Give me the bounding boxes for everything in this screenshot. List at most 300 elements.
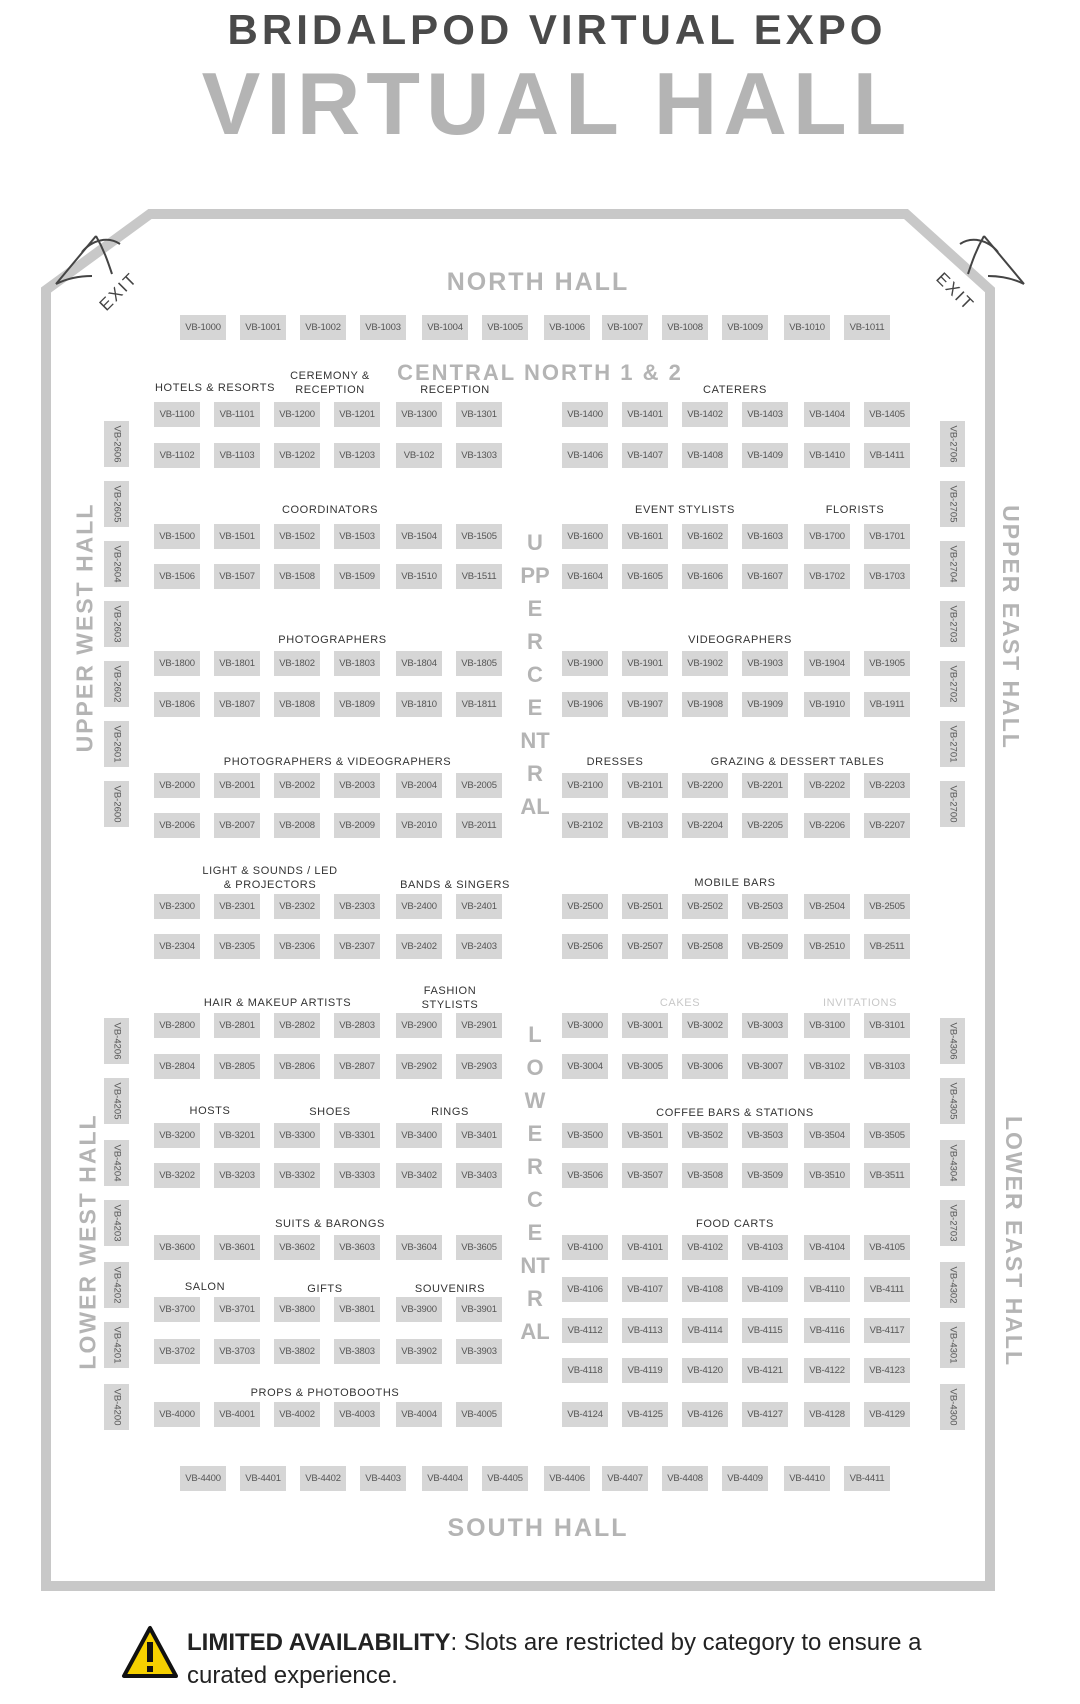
booth[interactable]: VB-1002 bbox=[300, 315, 346, 340]
booth[interactable]: VB-4117 bbox=[864, 1318, 910, 1343]
booth[interactable]: VB-1606 bbox=[682, 564, 728, 589]
booth[interactable]: VB-4125 bbox=[622, 1402, 668, 1427]
side-booth[interactable] bbox=[940, 781, 965, 827]
booth[interactable]: VB-2304 bbox=[154, 934, 200, 959]
booth[interactable]: VB-4104 bbox=[804, 1235, 850, 1260]
booth[interactable]: VB-1401 bbox=[622, 402, 668, 427]
booth[interactable]: VB-1805 bbox=[456, 651, 502, 676]
booth[interactable]: VB-3400 bbox=[396, 1123, 442, 1148]
booth[interactable]: VB-1500 bbox=[154, 524, 200, 549]
booth[interactable]: VB-1605 bbox=[622, 564, 668, 589]
booth[interactable]: VB-1501 bbox=[214, 524, 260, 549]
booth[interactable]: VB-2207 bbox=[864, 813, 910, 838]
booth[interactable]: VB-1402 bbox=[682, 402, 728, 427]
booth[interactable]: VB-3303 bbox=[334, 1163, 380, 1188]
booth[interactable]: VB-3501 bbox=[622, 1123, 668, 1148]
side-booth[interactable] bbox=[104, 1018, 129, 1064]
booth[interactable]: VB-1900 bbox=[562, 651, 608, 676]
booth[interactable]: VB-3506 bbox=[562, 1163, 608, 1188]
booth[interactable]: VB-2008 bbox=[274, 813, 320, 838]
booth[interactable]: VB-3002 bbox=[682, 1013, 728, 1038]
booth[interactable]: VB-1301 bbox=[456, 402, 502, 427]
booth[interactable]: VB-1904 bbox=[804, 651, 850, 676]
booth[interactable]: VB-3504 bbox=[804, 1123, 850, 1148]
booth[interactable]: VB-4406 bbox=[544, 1466, 590, 1491]
booth[interactable]: VB-3102 bbox=[804, 1054, 850, 1079]
booth[interactable]: VB-3700 bbox=[154, 1297, 200, 1322]
booth[interactable]: VB-1811 bbox=[456, 692, 502, 717]
side-booth[interactable] bbox=[940, 1262, 965, 1308]
booth[interactable]: VB-4124 bbox=[562, 1402, 608, 1427]
category-label: PHOTOGRAPHERS bbox=[278, 634, 387, 646]
booth[interactable]: VB-2009 bbox=[334, 813, 380, 838]
booth[interactable]: VB-2800 bbox=[154, 1013, 200, 1038]
booth[interactable]: VB-1909 bbox=[742, 692, 788, 717]
side-booth[interactable] bbox=[940, 661, 965, 707]
booth[interactable]: VB-2511 bbox=[864, 934, 910, 959]
booth[interactable]: VB-2801 bbox=[214, 1013, 260, 1038]
booth[interactable]: VB-1703 bbox=[864, 564, 910, 589]
booth[interactable]: VB-1601 bbox=[622, 524, 668, 549]
booth[interactable]: VB-3000 bbox=[562, 1013, 608, 1038]
booth[interactable]: VB-4115 bbox=[742, 1318, 788, 1343]
booth[interactable]: VB-1102 bbox=[154, 443, 200, 468]
side-booth-label: VB-2704 bbox=[947, 545, 958, 583]
booth[interactable]: VB-1004 bbox=[422, 315, 468, 340]
booth[interactable]: VB-3511 bbox=[864, 1163, 910, 1188]
booth[interactable]: VB-2508 bbox=[682, 934, 728, 959]
booth[interactable]: VB-2505 bbox=[864, 894, 910, 919]
booth[interactable]: VB-3509 bbox=[742, 1163, 788, 1188]
category-label: MOBILE BARS bbox=[694, 877, 776, 889]
booth[interactable]: VB-2006 bbox=[154, 813, 200, 838]
booth[interactable]: VB-3202 bbox=[154, 1163, 200, 1188]
booth[interactable]: VB-2206 bbox=[804, 813, 850, 838]
booth[interactable]: VB-1006 bbox=[544, 315, 590, 340]
booth[interactable]: VB-1005 bbox=[482, 315, 528, 340]
booth[interactable]: VB-3600 bbox=[154, 1235, 200, 1260]
booth[interactable]: VB-4120 bbox=[682, 1358, 728, 1383]
booth[interactable]: VB-3004 bbox=[562, 1054, 608, 1079]
booth[interactable]: VB-1000 bbox=[180, 315, 226, 340]
side-booth[interactable] bbox=[940, 721, 965, 767]
booth[interactable]: VB-1804 bbox=[396, 651, 442, 676]
booth[interactable]: VB-4002 bbox=[274, 1402, 320, 1427]
booth[interactable]: VB-3901 bbox=[456, 1297, 502, 1322]
side-booth[interactable] bbox=[104, 1200, 129, 1246]
booth[interactable]: VB-2302 bbox=[274, 894, 320, 919]
booth[interactable]: VB-1507 bbox=[214, 564, 260, 589]
booth[interactable]: VB-2401 bbox=[456, 894, 502, 919]
booth[interactable]: VB-1911 bbox=[864, 692, 910, 717]
booth[interactable]: VB-3702 bbox=[154, 1339, 200, 1364]
category-label: VIDEOGRAPHERS bbox=[688, 634, 792, 646]
booth[interactable]: VB-3100 bbox=[804, 1013, 850, 1038]
booth[interactable]: VB-2100 bbox=[562, 773, 608, 798]
booth[interactable]: VB-1407 bbox=[622, 443, 668, 468]
booth[interactable]: VB-1905 bbox=[864, 651, 910, 676]
booth[interactable]: VB-4407 bbox=[602, 1466, 648, 1491]
booth[interactable]: VB-4000 bbox=[154, 1402, 200, 1427]
booth[interactable]: VB-2003 bbox=[334, 773, 380, 798]
booth[interactable]: VB-2803 bbox=[334, 1013, 380, 1038]
side-booth[interactable] bbox=[940, 1200, 965, 1246]
booth[interactable]: VB-4001 bbox=[214, 1402, 260, 1427]
booth[interactable]: VB-4119 bbox=[622, 1358, 668, 1383]
booth[interactable]: VB-2011 bbox=[456, 813, 502, 838]
booth[interactable]: VB-3803 bbox=[334, 1339, 380, 1364]
booth[interactable]: VB-2504 bbox=[804, 894, 850, 919]
booth[interactable]: VB-2503 bbox=[742, 894, 788, 919]
booth[interactable]: VB-3602 bbox=[274, 1235, 320, 1260]
booth[interactable]: VB-2901 bbox=[456, 1013, 502, 1038]
booth[interactable]: VB-3302 bbox=[274, 1163, 320, 1188]
booth[interactable]: VB-1902 bbox=[682, 651, 728, 676]
booth[interactable]: VB-3201 bbox=[214, 1123, 260, 1148]
booth[interactable]: VB-1800 bbox=[154, 651, 200, 676]
booth[interactable]: VB-2200 bbox=[682, 773, 728, 798]
booth[interactable]: VB-3101 bbox=[864, 1013, 910, 1038]
side-booth[interactable] bbox=[940, 1140, 965, 1186]
booth[interactable]: VB-2509 bbox=[742, 934, 788, 959]
booth[interactable]: VB-4005 bbox=[456, 1402, 502, 1427]
booth[interactable]: VB-4122 bbox=[804, 1358, 850, 1383]
booth[interactable]: VB-1404 bbox=[804, 402, 850, 427]
booth[interactable]: VB-1303 bbox=[456, 443, 502, 468]
booth[interactable]: VB-2010 bbox=[396, 813, 442, 838]
booth[interactable]: VB-1810 bbox=[396, 692, 442, 717]
booth[interactable]: VB-1100 bbox=[154, 402, 200, 427]
booth[interactable]: VB-3300 bbox=[274, 1123, 320, 1148]
booth[interactable]: VB-2103 bbox=[622, 813, 668, 838]
booth[interactable]: VB-4112 bbox=[562, 1318, 608, 1343]
booth[interactable]: VB-4110 bbox=[804, 1277, 850, 1302]
booth[interactable]: VB-1503 bbox=[334, 524, 380, 549]
booth[interactable]: VB-4402 bbox=[300, 1466, 346, 1491]
booth[interactable]: VB-3510 bbox=[804, 1163, 850, 1188]
side-booth-label: VB-4206 bbox=[111, 1022, 122, 1060]
side-booth[interactable] bbox=[104, 721, 129, 767]
booth[interactable]: VB-1400 bbox=[562, 402, 608, 427]
booth[interactable]: VB-2506 bbox=[562, 934, 608, 959]
side-booth-label: VB-4302 bbox=[947, 1266, 958, 1304]
booth[interactable]: VB-1910 bbox=[804, 692, 850, 717]
booth[interactable]: VB-2307 bbox=[334, 934, 380, 959]
booth[interactable]: VB-1202 bbox=[274, 443, 320, 468]
booth[interactable]: VB-2007 bbox=[214, 813, 260, 838]
side-booth-label: VB-4304 bbox=[947, 1144, 958, 1182]
booth[interactable]: VB-4004 bbox=[396, 1402, 442, 1427]
booth[interactable]: VB-1003 bbox=[360, 315, 406, 340]
booth[interactable]: VB-4003 bbox=[334, 1402, 380, 1427]
booth[interactable]: VB-4107 bbox=[622, 1277, 668, 1302]
booth[interactable]: VB-1101 bbox=[214, 402, 260, 427]
booth[interactable]: VB-4101 bbox=[622, 1235, 668, 1260]
booth[interactable]: VB-1803 bbox=[334, 651, 380, 676]
side-booth[interactable] bbox=[104, 541, 129, 587]
booth[interactable]: VB-1103 bbox=[214, 443, 260, 468]
booth[interactable]: VB-1508 bbox=[274, 564, 320, 589]
booth[interactable]: VB-2805 bbox=[214, 1054, 260, 1079]
booth[interactable]: VB-2402 bbox=[396, 934, 442, 959]
category-label: INVITATIONS bbox=[822, 997, 898, 1009]
booth[interactable]: VB-1009 bbox=[722, 315, 768, 340]
booth[interactable]: VB-3601 bbox=[214, 1235, 260, 1260]
booth[interactable]: VB-1701 bbox=[864, 524, 910, 549]
booth[interactable]: VB-3605 bbox=[456, 1235, 502, 1260]
booth[interactable]: VB-4105 bbox=[864, 1235, 910, 1260]
booth[interactable]: VB-3604 bbox=[396, 1235, 442, 1260]
booth[interactable]: VB-3603 bbox=[334, 1235, 380, 1260]
booth[interactable]: VB-4116 bbox=[804, 1318, 850, 1343]
side-booth[interactable] bbox=[940, 1384, 965, 1430]
booth[interactable]: VB-4409 bbox=[722, 1466, 768, 1491]
booth[interactable]: VB-4113 bbox=[622, 1318, 668, 1343]
booth[interactable]: VB-1603 bbox=[742, 524, 788, 549]
side-booth-label: VB-4200 bbox=[111, 1388, 122, 1426]
booth[interactable]: VB-3001 bbox=[622, 1013, 668, 1038]
booth[interactable]: VB-3902 bbox=[396, 1339, 442, 1364]
category-label: RECEPTION bbox=[420, 384, 490, 396]
category-label: PROPS & PHOTOBOOTHS bbox=[250, 1387, 400, 1399]
booth[interactable]: VB-1908 bbox=[682, 692, 728, 717]
booth[interactable]: VB-4111 bbox=[864, 1277, 910, 1302]
side-booth[interactable] bbox=[940, 1322, 965, 1368]
booth[interactable]: VB-1808 bbox=[274, 692, 320, 717]
booth[interactable]: VB-1409 bbox=[742, 443, 788, 468]
booth[interactable]: VB-2305 bbox=[214, 934, 260, 959]
booth[interactable]: VB-1807 bbox=[214, 692, 260, 717]
side-booth[interactable] bbox=[104, 1078, 129, 1124]
side-booth[interactable] bbox=[104, 481, 129, 527]
booth[interactable]: VB-4404 bbox=[422, 1466, 468, 1491]
booth[interactable]: VB-1300 bbox=[396, 402, 442, 427]
booth[interactable]: VB-2002 bbox=[274, 773, 320, 798]
booth[interactable]: VB-4401 bbox=[240, 1466, 286, 1491]
booth[interactable]: VB-4405 bbox=[482, 1466, 528, 1491]
side-booth[interactable] bbox=[940, 1018, 965, 1064]
side-booth[interactable] bbox=[940, 421, 965, 467]
booth[interactable]: VB-2102 bbox=[562, 813, 608, 838]
side-booth-label: VB-2703 bbox=[947, 605, 958, 643]
category-label: SUITS & BARONGS bbox=[275, 1218, 385, 1230]
booth[interactable]: VB-4106 bbox=[562, 1277, 608, 1302]
booth[interactable]: VB-3500 bbox=[562, 1123, 608, 1148]
booth[interactable]: VB-2301 bbox=[214, 894, 260, 919]
booth[interactable]: VB-2807 bbox=[334, 1054, 380, 1079]
booth[interactable]: VB-2900 bbox=[396, 1013, 442, 1038]
category-label: GRAZING & DESSERT TABLES bbox=[710, 756, 885, 768]
booth[interactable]: VB-1408 bbox=[682, 443, 728, 468]
side-booth[interactable] bbox=[940, 481, 965, 527]
booth[interactable]: VB-1200 bbox=[274, 402, 320, 427]
booth[interactable]: VB-3701 bbox=[214, 1297, 260, 1322]
booth[interactable]: VB-2201 bbox=[742, 773, 788, 798]
booth[interactable]: VB-4126 bbox=[682, 1402, 728, 1427]
side-booth-label: VB-2706 bbox=[947, 425, 958, 463]
booth[interactable]: VB-3203 bbox=[214, 1163, 260, 1188]
booth[interactable]: VB-3503 bbox=[742, 1123, 788, 1148]
booth[interactable]: VB-4411 bbox=[844, 1466, 890, 1491]
side-booth[interactable] bbox=[104, 601, 129, 647]
booth[interactable]: VB-1801 bbox=[214, 651, 260, 676]
side-booth-label: VB-2605 bbox=[111, 485, 122, 523]
side-booth[interactable] bbox=[940, 1078, 965, 1124]
booth[interactable]: VB-2510 bbox=[804, 934, 850, 959]
booth[interactable]: VB-1403 bbox=[742, 402, 788, 427]
booth[interactable]: VB-2804 bbox=[154, 1054, 200, 1079]
booth[interactable]: VB-4100 bbox=[562, 1235, 608, 1260]
booth[interactable]: VB-1411 bbox=[864, 443, 910, 468]
booth[interactable]: VB-1511 bbox=[456, 564, 502, 589]
booth[interactable]: VB-2502 bbox=[682, 894, 728, 919]
booth[interactable]: VB-3006 bbox=[682, 1054, 728, 1079]
booth[interactable]: VB-1802 bbox=[274, 651, 320, 676]
booth[interactable]: VB-1607 bbox=[742, 564, 788, 589]
booth[interactable]: VB-3103 bbox=[864, 1054, 910, 1079]
booth[interactable]: VB-2403 bbox=[456, 934, 502, 959]
booth[interactable]: VB-4123 bbox=[864, 1358, 910, 1383]
side-booth[interactable] bbox=[940, 601, 965, 647]
booth[interactable]: VB-1505 bbox=[456, 524, 502, 549]
side-booth-label: VB-4305 bbox=[947, 1082, 958, 1120]
booth[interactable]: VB-3505 bbox=[864, 1123, 910, 1148]
category-label: BANDS & SINGERS bbox=[400, 879, 510, 891]
booth[interactable]: VB-2205 bbox=[742, 813, 788, 838]
booth[interactable]: VB-1406 bbox=[562, 443, 608, 468]
side-booth[interactable] bbox=[104, 1384, 129, 1430]
booth[interactable]: VB-2001 bbox=[214, 773, 260, 798]
booth[interactable]: VB-1007 bbox=[602, 315, 648, 340]
booth[interactable]: VB-4403 bbox=[360, 1466, 406, 1491]
booth[interactable]: VB-1903 bbox=[742, 651, 788, 676]
side-booth[interactable] bbox=[104, 661, 129, 707]
booth[interactable]: VB-3508 bbox=[682, 1163, 728, 1188]
booth[interactable]: VB-3403 bbox=[456, 1163, 502, 1188]
booth[interactable]: VB-3007 bbox=[742, 1054, 788, 1079]
booth[interactable]: VB-1008 bbox=[662, 315, 708, 340]
booth[interactable]: VB-2300 bbox=[154, 894, 200, 919]
booth[interactable]: VB-4410 bbox=[784, 1466, 830, 1491]
booth[interactable]: VB-1700 bbox=[804, 524, 850, 549]
booth[interactable]: VB-4108 bbox=[682, 1277, 728, 1302]
booth[interactable]: VB-1504 bbox=[396, 524, 442, 549]
booth[interactable]: VB-1809 bbox=[334, 692, 380, 717]
category-label: CEREMONY & RECEPTION bbox=[290, 370, 370, 396]
booth[interactable]: VB-4114 bbox=[682, 1318, 728, 1343]
booth[interactable]: VB-2101 bbox=[622, 773, 668, 798]
booth[interactable]: VB-3200 bbox=[154, 1123, 200, 1148]
booth[interactable]: VB-1510 bbox=[396, 564, 442, 589]
booth[interactable]: VB-3801 bbox=[334, 1297, 380, 1322]
booth[interactable]: VB-2000 bbox=[154, 773, 200, 798]
side-booth[interactable] bbox=[104, 1262, 129, 1308]
booth[interactable]: VB-1906 bbox=[562, 692, 608, 717]
booth[interactable]: VB-1203 bbox=[334, 443, 380, 468]
booth[interactable]: VB-1602 bbox=[682, 524, 728, 549]
side-booth-label: VB-2600 bbox=[111, 785, 122, 823]
booth[interactable]: VB-3802 bbox=[274, 1339, 320, 1364]
booth[interactable]: VB-4102 bbox=[682, 1235, 728, 1260]
booth[interactable]: VB-3402 bbox=[396, 1163, 442, 1188]
category-label: CATERERS bbox=[703, 384, 767, 396]
booth[interactable]: VB-1509 bbox=[334, 564, 380, 589]
booth[interactable]: VB-1410 bbox=[804, 443, 850, 468]
booth[interactable]: VB-1901 bbox=[622, 651, 668, 676]
side-booth[interactable] bbox=[104, 1140, 129, 1186]
side-booth-label: VB-4204 bbox=[111, 1144, 122, 1182]
category-label: COFFEE BARS & STATIONS bbox=[656, 1107, 814, 1119]
booth[interactable]: VB-1011 bbox=[844, 315, 890, 340]
booth[interactable]: VB-1506 bbox=[154, 564, 200, 589]
booth[interactable]: VB-3800 bbox=[274, 1297, 320, 1322]
booth[interactable]: VB-4109 bbox=[742, 1277, 788, 1302]
booth[interactable]: VB-1600 bbox=[562, 524, 608, 549]
booth[interactable]: VB-1806 bbox=[154, 692, 200, 717]
booth[interactable]: VB-4103 bbox=[742, 1235, 788, 1260]
booth[interactable]: VB-3005 bbox=[622, 1054, 668, 1079]
booth[interactable]: VB-2204 bbox=[682, 813, 728, 838]
booth[interactable]: VB-3900 bbox=[396, 1297, 442, 1322]
side-booth[interactable] bbox=[104, 421, 129, 467]
booth[interactable]: VB-1405 bbox=[864, 402, 910, 427]
booth[interactable]: VB-4118 bbox=[562, 1358, 608, 1383]
booth[interactable]: VB-2902 bbox=[396, 1054, 442, 1079]
booth[interactable]: VB-2202 bbox=[804, 773, 850, 798]
booth[interactable]: VB-1010 bbox=[784, 315, 830, 340]
booth[interactable]: VB-2501 bbox=[622, 894, 668, 919]
booth[interactable]: VB-1604 bbox=[562, 564, 608, 589]
booth[interactable]: VB-3401 bbox=[456, 1123, 502, 1148]
booth[interactable]: VB-1201 bbox=[334, 402, 380, 427]
booth[interactable]: VB-2802 bbox=[274, 1013, 320, 1038]
booth[interactable]: VB-1502 bbox=[274, 524, 320, 549]
booth[interactable]: VB-3003 bbox=[742, 1013, 788, 1038]
booth[interactable]: VB-2806 bbox=[274, 1054, 320, 1079]
side-booth-label: VB-2703 bbox=[947, 1204, 958, 1242]
booth[interactable]: VB-2903 bbox=[456, 1054, 502, 1079]
booth[interactable]: VB-2500 bbox=[562, 894, 608, 919]
booth[interactable]: VB-2306 bbox=[274, 934, 320, 959]
side-booth[interactable] bbox=[104, 781, 129, 827]
booth[interactable]: VB-4408 bbox=[662, 1466, 708, 1491]
booth[interactable]: VB-3903 bbox=[456, 1339, 502, 1364]
booth[interactable]: VB-1702 bbox=[804, 564, 850, 589]
booth[interactable]: VB-3703 bbox=[214, 1339, 260, 1364]
booth[interactable]: VB-2004 bbox=[396, 773, 442, 798]
side-booth[interactable] bbox=[940, 541, 965, 587]
side-booth-label: VB-4202 bbox=[111, 1266, 122, 1304]
booth[interactable]: VB-3507 bbox=[622, 1163, 668, 1188]
booth[interactable]: VB-2400 bbox=[396, 894, 442, 919]
booth[interactable]: VB-2507 bbox=[622, 934, 668, 959]
booth[interactable]: VB-1001 bbox=[240, 315, 286, 340]
side-booth[interactable] bbox=[104, 1322, 129, 1368]
booth[interactable]: VB-2303 bbox=[334, 894, 380, 919]
booth[interactable]: VB-4400 bbox=[180, 1466, 226, 1491]
booth[interactable]: VB-102 bbox=[396, 443, 442, 468]
booth[interactable]: VB-4128 bbox=[804, 1402, 850, 1427]
booth[interactable]: VB-2203 bbox=[864, 773, 910, 798]
booth[interactable]: VB-4129 bbox=[864, 1402, 910, 1427]
booth[interactable]: VB-4121 bbox=[742, 1358, 788, 1383]
booth[interactable]: VB-2005 bbox=[456, 773, 502, 798]
booth[interactable]: VB-4127 bbox=[742, 1402, 788, 1427]
booth[interactable]: VB-1907 bbox=[622, 692, 668, 717]
booth[interactable]: VB-3301 bbox=[334, 1123, 380, 1148]
booth[interactable]: VB-3502 bbox=[682, 1123, 728, 1148]
side-booth-label: VB-2702 bbox=[947, 665, 958, 703]
